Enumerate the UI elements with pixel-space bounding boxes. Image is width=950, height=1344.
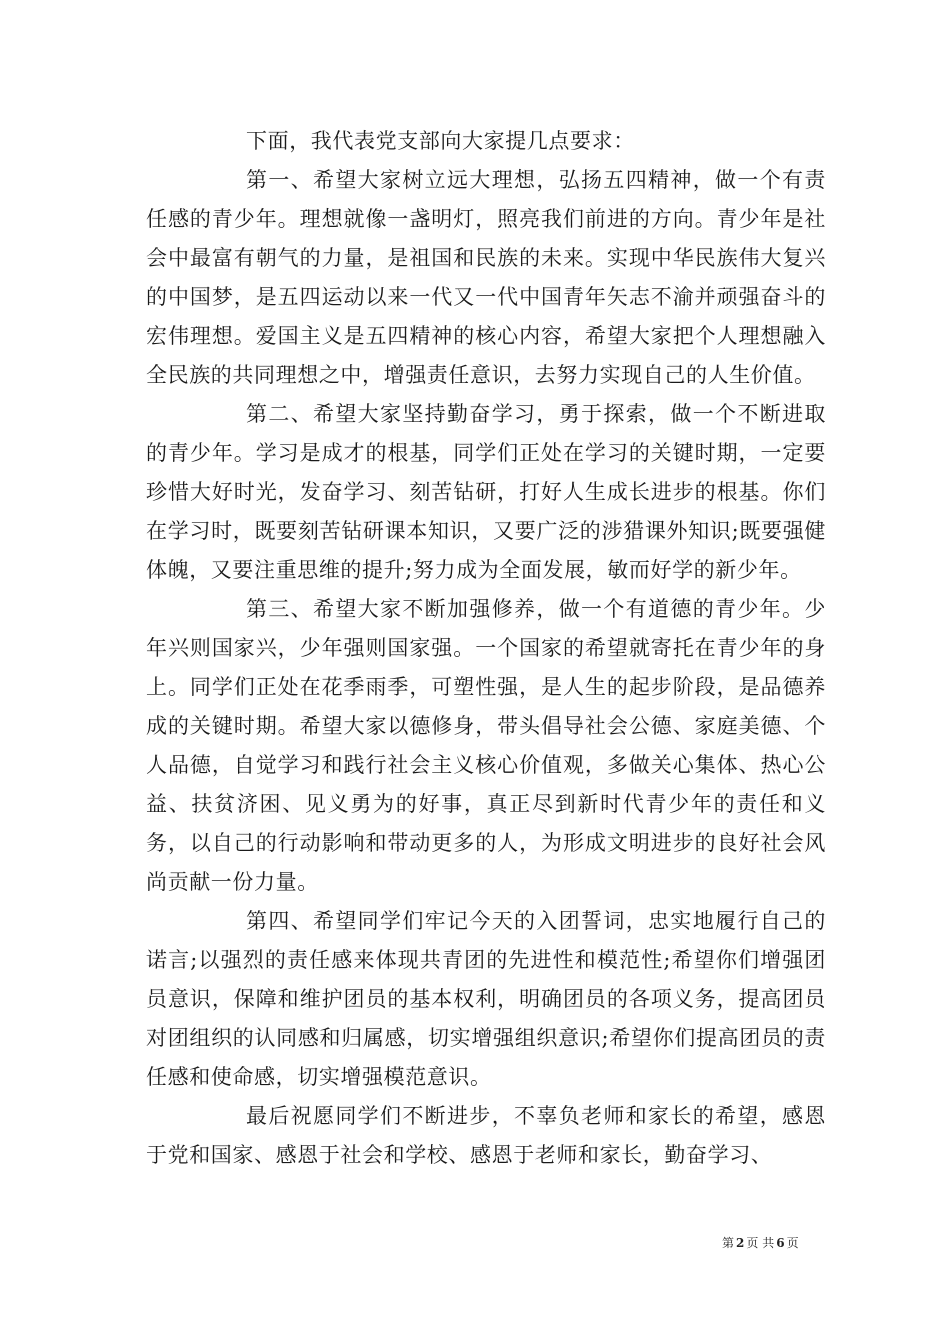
- footer-suffix: 页: [786, 1236, 799, 1250]
- paragraph-point-two: 第二、希望大家坚持勤奋学习，勇于探索，做一个不断进取的青少年。学习是成才的根基，同学们正处在学习的关键时期，一定要珍惜大好时光，发奋学习、刻苦钻研，打好人生成长进步的根基。你们在学习时，既要刻苦钻研课本知识，又要广泛的涉猎课外知识;既要强健体魄，又要注重思维的提升;努力成为全面发展，敏而好学的新少年。: [146, 402, 826, 582]
- page-number-indicator: [722, 1236, 799, 1250]
- paragraph-intro: 下面，我代表党支部向大家提几点要求：: [246, 129, 635, 153]
- paragraph-point-four: 第四、希望同学们牢记今天的入团誓词，忠实地履行自己的诺言;以强烈的责任感来体现共青团的先进性和模范性;希望你们增强团员意识，保障和维护团员的基本权利，明确团员的各项义务，提高团员对团组织的认同感和归属感，切实增强组织意识;希望你们提高团员的责任感和使命感，切实增强模范意识。: [146, 909, 826, 1089]
- footer-prefix: 第: [722, 1236, 735, 1250]
- document-body: [146, 122, 826, 1175]
- footer-middle: 页 共: [746, 1236, 775, 1250]
- paragraph-closing: 最后祝愿同学们不断进步，不辜负老师和家长的希望，感恩于党和国家、感恩于社会和学校、感恩于老师和家长，勤奋学习、: [146, 1104, 826, 1167]
- current-page-number: 2: [736, 1236, 745, 1250]
- total-page-number: 6: [776, 1236, 785, 1250]
- paragraph-point-three: 第三、希望大家不断加强修养，做一个有道德的青少年。少年兴则国家兴，少年强则国家强。一个国家的希望就寄托在青少年的身上。同学们正处在花季雨季，可塑性强，是人生的起步阶段，是品德养成的关键时期。希望大家以德修身，带头倡导社会公德、家庭美德、个人品德，自觉学习和践行社会主义核心价值观，多做关心集体、热心公益、扶贫济困、见义勇为的好事，真正尽到新时代青少年的责任和义务，以自己的行动影响和带动更多的人，为形成文明进步的良好社会风尚贡献一份力量。: [146, 597, 826, 894]
- paragraph-point-one: 第一、希望大家树立远大理想，弘扬五四精神，做一个有责任感的青少年。理想就像一盏明灯，照亮我们前进的方向。青少年是社会中最富有朝气的力量，是祖国和民族的未来。实现中华民族伟大复兴的中国梦，是五四运动以来一代又一代中国青年矢志不渝并顽强奋斗的宏伟理想。爱国主义是五四精神的核心内容，希望大家把个人理想融入全民族的共同理想之中，增强责任意识，去努力实现自己的人生价值。: [146, 168, 826, 387]
